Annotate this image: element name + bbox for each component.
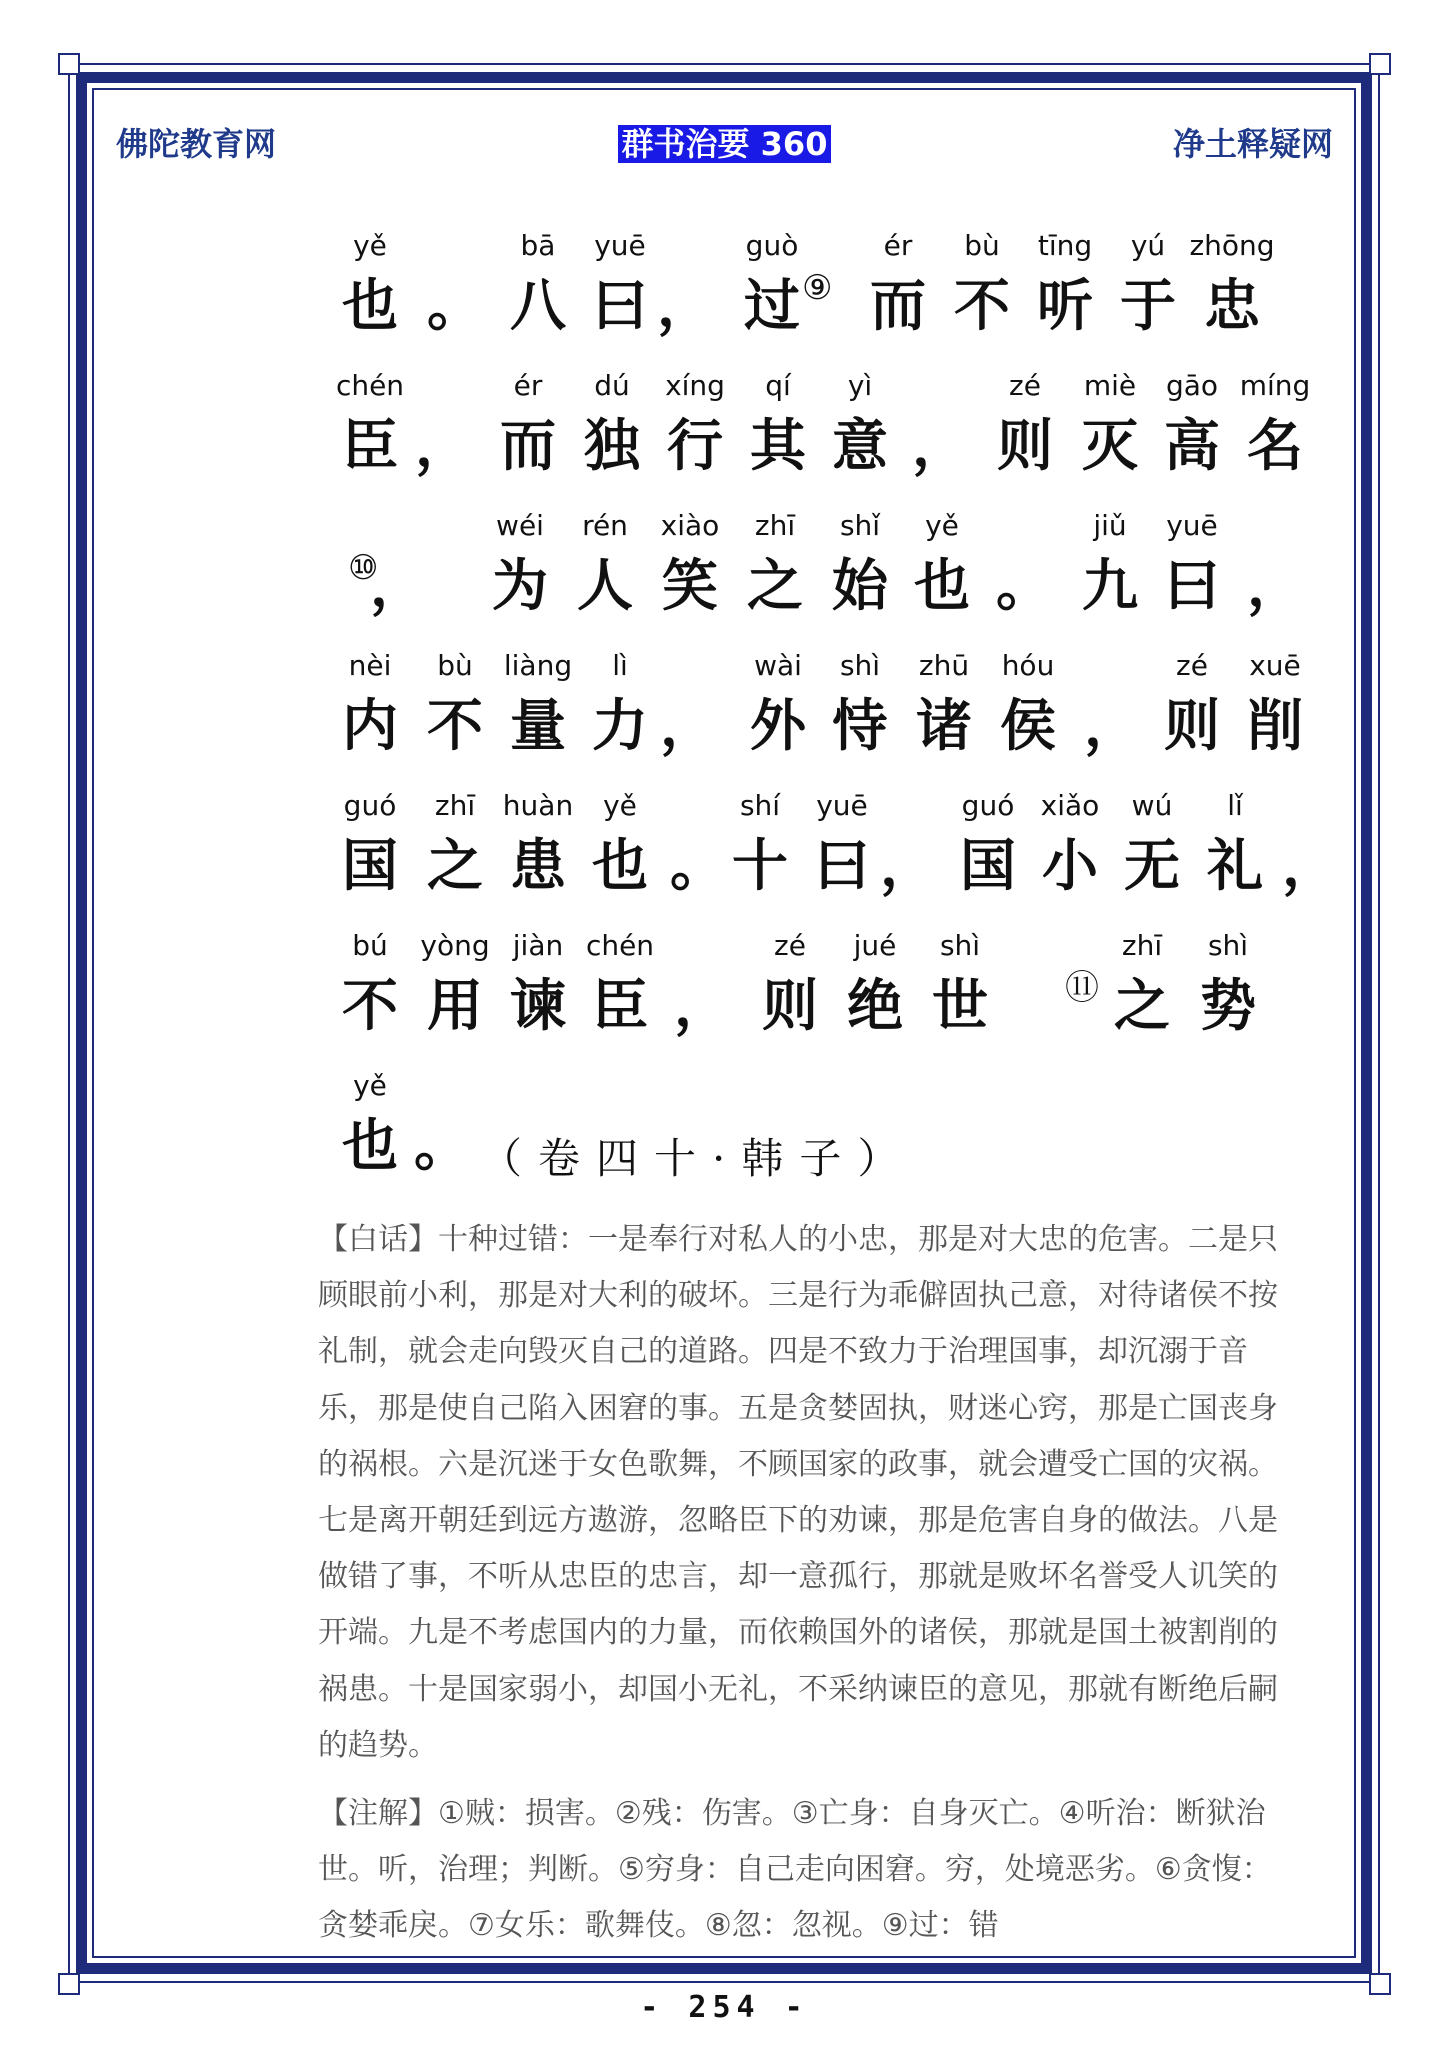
source-citation: （卷四十·韩子） xyxy=(480,1134,916,1183)
pinyin: wú xyxy=(1131,789,1173,822)
pinyin: gāo xyxy=(1165,369,1219,402)
hanzi: ， xyxy=(912,413,968,479)
hanzi: 侯 xyxy=(1000,693,1056,759)
hanzi: 十 xyxy=(732,833,788,899)
pinyin: liàng xyxy=(503,649,573,682)
footnote-marker: ⑩ xyxy=(348,548,379,588)
hanzi: 也 xyxy=(592,833,648,899)
pinyin: yì xyxy=(847,369,873,402)
pinyin: ér xyxy=(513,369,543,402)
hanzi: 外 xyxy=(750,693,806,759)
pinyin: yě xyxy=(353,229,387,262)
pinyin: zhī xyxy=(754,509,796,542)
pinyin: chén xyxy=(585,929,655,962)
pinyin: xiǎo xyxy=(1040,789,1100,822)
hanzi: 灭 xyxy=(1082,413,1138,479)
hanzi: 。 xyxy=(996,553,1052,619)
hanzi: ， xyxy=(1084,693,1140,759)
pinyin: shì xyxy=(839,649,881,682)
hanzi: 世 xyxy=(932,973,988,1039)
hanzi: 曰 xyxy=(592,273,648,339)
hanzi: 始 xyxy=(832,553,888,619)
hanzi: 九 xyxy=(1082,553,1138,619)
pinyin: yòng xyxy=(420,929,490,962)
pinyin: yě xyxy=(603,789,637,822)
hanzi: 也 xyxy=(342,273,398,339)
pinyin: yě xyxy=(353,1069,387,1102)
hanzi: 曰 xyxy=(814,833,870,899)
pinyin: chén xyxy=(335,369,405,402)
hanzi: 不 xyxy=(342,973,398,1039)
hanzi: 势 xyxy=(1200,973,1256,1039)
hanzi: 礼 xyxy=(1207,833,1263,899)
hanzi: 不 xyxy=(954,273,1010,339)
pinyin: zé xyxy=(1176,649,1208,682)
hanzi: 则 xyxy=(762,973,818,1039)
hanzi: ， xyxy=(415,413,471,479)
pinyin: jué xyxy=(853,929,897,962)
hanzi: 为 xyxy=(492,553,548,619)
hanzi: 于 xyxy=(1120,273,1176,339)
character-cell xyxy=(635,228,735,368)
border-corner-top-left xyxy=(58,53,80,75)
hanzi: 小 xyxy=(1042,833,1098,899)
character-cell xyxy=(1260,788,1360,928)
annotations-paragraph: 【注解】①贼：损害。②残：伤害。③亡身：自身灭亡。④听治：断狱治世。听，治理；判断。⑤穷身：自己走向困窘。穷，处境恶劣。⑥贪愎：贪婪乖戾。⑦女乐：歌舞伎。⑧忽：忽视。⑨过：错 xyxy=(318,1796,1272,1944)
hanzi: 笑 xyxy=(662,553,718,619)
hanzi: 臣 xyxy=(592,973,648,1039)
pinyin: ér xyxy=(883,229,913,262)
pinyin: rén xyxy=(582,509,628,542)
character-cell xyxy=(1225,368,1325,508)
hanzi: 过 xyxy=(744,273,800,339)
hanzi: 臣 xyxy=(342,413,398,479)
pinyin: dú xyxy=(594,369,630,402)
hanzi: 。 xyxy=(414,1113,470,1179)
header-book-title-text: 群书治要 360 xyxy=(618,125,832,163)
hanzi: 则 xyxy=(1164,693,1220,759)
pinyin: qí xyxy=(765,369,791,402)
pinyin: shǐ xyxy=(839,509,881,542)
hanzi: 听 xyxy=(1037,273,1093,339)
pinyin: yě xyxy=(925,509,959,542)
classical-line xyxy=(330,368,1311,508)
pinyin: bù xyxy=(437,649,473,682)
character-cell xyxy=(638,648,738,788)
classical-line xyxy=(330,1068,1290,1208)
pinyin: xiào xyxy=(660,509,720,542)
hanzi: 力 xyxy=(592,693,648,759)
pinyin: xuē xyxy=(1249,649,1301,682)
character-cell xyxy=(392,1068,492,1208)
hanzi: 也 xyxy=(342,1113,398,1179)
explanation-block xyxy=(318,1212,1298,1955)
pinyin: zhī xyxy=(434,789,476,822)
pinyin: guò xyxy=(745,229,799,262)
border-corner-top-right xyxy=(1369,53,1391,75)
hanzi: ， xyxy=(1282,833,1338,899)
hanzi: 而 xyxy=(500,413,556,479)
character-cell xyxy=(974,508,1074,648)
header-site-right: 净土释疑网 xyxy=(1172,125,1333,163)
pinyin: yuē xyxy=(594,229,646,262)
hanzi: 。 xyxy=(427,273,483,339)
pinyin: shì xyxy=(939,929,981,962)
character-cell xyxy=(1092,928,1192,1068)
pinyin: yú xyxy=(1130,229,1166,262)
pinyin: jiǔ xyxy=(1093,509,1127,542)
character-cell xyxy=(652,928,752,1068)
character-cell xyxy=(1225,648,1325,788)
hanzi: 患 xyxy=(510,833,566,899)
footnote-marker: ⑪ xyxy=(1065,968,1099,1008)
character-cell xyxy=(1225,508,1325,648)
hanzi: 谏 xyxy=(510,973,566,1039)
hanzi: ， xyxy=(660,693,716,759)
classical-line xyxy=(330,928,1290,1068)
hanzi: 则 xyxy=(997,413,1053,479)
hanzi: 也 xyxy=(914,553,970,619)
hanzi: 国 xyxy=(960,833,1016,899)
pinyin: lǐ xyxy=(1227,789,1243,822)
hanzi: 之 xyxy=(747,553,803,619)
hanzi: 人 xyxy=(577,553,633,619)
classical-line xyxy=(330,788,1338,928)
hanzi: 绝 xyxy=(847,973,903,1039)
pinyin: xíng xyxy=(665,369,725,402)
pinyin: zé xyxy=(774,929,806,962)
hanzi: 曰 xyxy=(1164,553,1220,619)
character-cell xyxy=(1178,928,1278,1068)
classical-line xyxy=(330,228,1290,368)
pinyin: bú xyxy=(352,929,388,962)
pinyin: jiàn xyxy=(512,929,564,962)
pinyin: miè xyxy=(1083,369,1137,402)
hanzi: 量 xyxy=(510,693,566,759)
footnote-marker: ⑨ xyxy=(802,268,833,308)
pinyin: zhī xyxy=(1121,929,1163,962)
hanzi: 高 xyxy=(1164,413,1220,479)
page-number: - 254 - xyxy=(640,1990,809,2025)
hanzi: 内 xyxy=(342,693,398,759)
hanzi: ， xyxy=(1247,553,1303,619)
pinyin: hóu xyxy=(1001,649,1055,682)
pinyin: zhū xyxy=(918,649,970,682)
pinyin: tīng xyxy=(1037,229,1093,262)
pinyin: yuē xyxy=(816,789,868,822)
hanzi: ， xyxy=(657,273,713,339)
pinyin: huàn xyxy=(502,789,574,822)
pinyin: wài xyxy=(754,649,802,682)
pinyin: bù xyxy=(964,229,1000,262)
hanzi: 之 xyxy=(427,833,483,899)
hanzi: 不 xyxy=(427,693,483,759)
pinyin: yuē xyxy=(1166,509,1218,542)
hanzi: 用 xyxy=(427,973,483,1039)
classical-line xyxy=(330,648,1303,788)
header-site-left: 佛陀教育网 xyxy=(116,125,277,163)
pinyin: wéi xyxy=(496,509,544,542)
pinyin: guó xyxy=(961,789,1015,822)
pinyin: guó xyxy=(343,789,397,822)
pinyin: shì xyxy=(1207,929,1249,962)
pinyin: bā xyxy=(520,229,556,262)
hanzi: 独 xyxy=(584,413,640,479)
hanzi: 恃 xyxy=(832,693,888,759)
character-cell xyxy=(1182,228,1282,368)
pinyin: shí xyxy=(739,789,781,822)
hanzi: 之 xyxy=(1114,973,1170,1039)
hanzi: 削 xyxy=(1247,693,1303,759)
hanzi: 诸 xyxy=(916,693,972,759)
pinyin: míng xyxy=(1239,369,1311,402)
hanzi: 无 xyxy=(1124,833,1180,899)
pinyin: zé xyxy=(1009,369,1041,402)
character-cell xyxy=(910,928,1010,1068)
hanzi: ， xyxy=(674,973,730,1039)
hanzi: 其 xyxy=(750,413,806,479)
pinyin: zhōng xyxy=(1189,229,1275,262)
classical-line xyxy=(330,508,1303,648)
hanzi: 八 xyxy=(510,273,566,339)
classical-text xyxy=(330,228,1338,1208)
hanzi: 行 xyxy=(667,413,723,479)
hanzi: ， xyxy=(880,833,936,899)
hanzi: ， xyxy=(370,553,426,619)
vernacular-paragraph: 【白话】十种过错：一是奉行对私人的小忠，那是对大忠的危害。二是只顾眼前小利，那是对大利的破坏。三是行为乖僻固执己意，对待诸侯不按礼制，就会走向毁灭自己的道路。四是不致力于治理国事，却沉溺于音乐，那是使自己陷入困窘的事。五是贪婪固执，财迷心窍，那是亡国丧身的祸根。六是沉迷于女色歌舞，不顾国家的政事，就会遭受亡国的灾祸。七是离开朝廷到远方遨游，忽略臣下的劝谏，那是危害自身的做法。八是做错了事，不听从忠臣的忠言，却一意孤行，那就是败坏名誉受人讥笑的开端。九是不考虑国内的力量，而依赖国外的诸侯，那就是国土被割削的祸患。十是国家弱小，却国小无礼，不采纳谏臣的意见，那就有断绝后嗣的趋势。 xyxy=(318,1222,1278,1763)
pinyin: nèi xyxy=(348,649,392,682)
hanzi: 。 xyxy=(670,833,726,899)
hanzi: 意 xyxy=(832,413,888,479)
pinyin: lì xyxy=(612,649,628,682)
hanzi: 名 xyxy=(1247,413,1303,479)
hanzi: 忠 xyxy=(1204,273,1260,339)
hanzi: 国 xyxy=(342,833,398,899)
hanzi: 而 xyxy=(870,273,926,339)
